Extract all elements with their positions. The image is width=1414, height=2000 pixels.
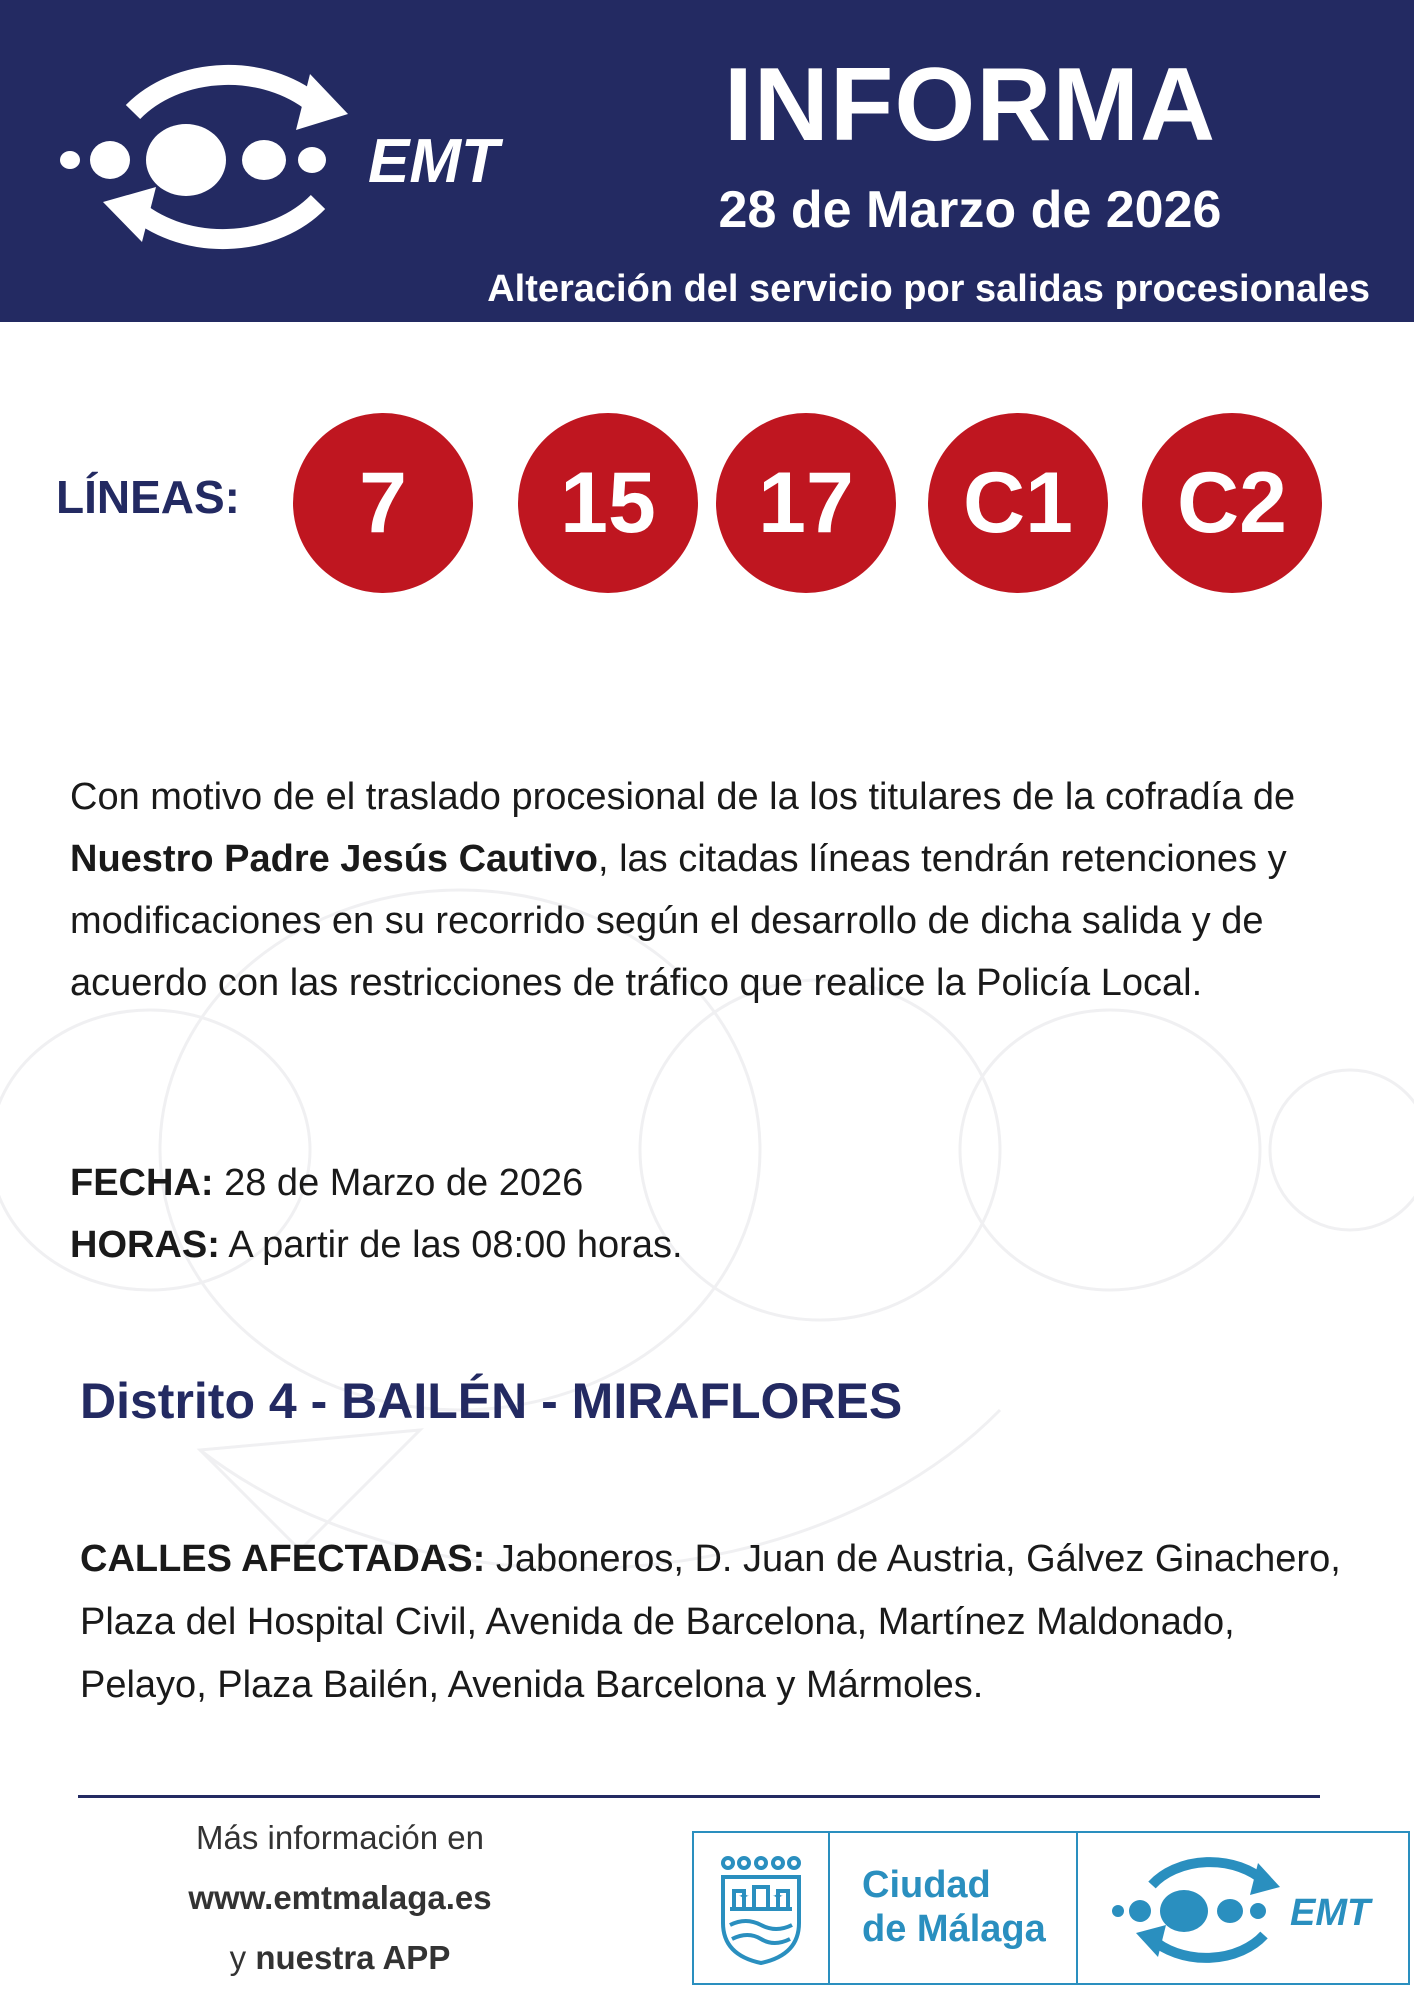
svg-text:✦: ✦: [772, 1889, 784, 1905]
lines-label: LÍNEAS:: [56, 471, 240, 523]
partner-logos-box: [692, 1831, 1410, 1985]
line-badge-17: 17: [716, 413, 896, 593]
svg-text:EMT: EMT: [1290, 1892, 1371, 1934]
hours-line: HORAS: A partir de las 08:00 horas.: [70, 1224, 683, 1266]
footer-divider: [78, 1795, 1320, 1798]
header-banner: [0, 0, 1414, 322]
svg-text:EMT: EMT: [368, 127, 499, 196]
app-text: y nuestra APP: [229, 1939, 451, 1976]
date-line: FECHA: 28 de Marzo de 2026: [70, 1162, 584, 1204]
line-badge-c2: C2: [1142, 413, 1322, 593]
affected-streets: CALLES AFECTADAS: Jaboneros, D. Juan de Austria, Gálvez Ginachero, Plaza del Hospital Civil, Avenida de Barcelona, Martínez Maldonado, Pelayo, Plaza Bailén, Avenida Barcelona y Mármoles.: [80, 1538, 1341, 1706]
emt-footer-logo-icon: [1104, 1851, 1384, 1967]
page-title: INFORMA: [723, 47, 1217, 163]
emt-logo-icon: [48, 52, 548, 262]
header-date: 28 de Marzo de 2026: [718, 181, 1222, 239]
brotherhood-name: Nuestro Padre Jesús Cautivo: [70, 838, 598, 880]
header-subtitle: Alteración del servicio por salidas procesionales: [487, 268, 1370, 310]
malaga-shield-icon: [718, 1851, 804, 1967]
district-heading: Distrito 4 - BAILÉN - MIRAFLORES: [80, 1373, 903, 1429]
line-badge-c1: C1: [928, 413, 1108, 593]
city-name: Ciudad de Málaga: [862, 1864, 1046, 1950]
more-info-text: Más información en: [196, 1819, 484, 1856]
line-badge-15: 15: [518, 413, 698, 593]
separator: [828, 1833, 830, 1983]
notice-paragraph: Con motivo de el traslado procesional de la los titulares de la cofradía de Nuestro Padre Jesús Cautivo, las citadas líneas tendrán retenciones y modificaciones en su recorrido según el desarrollo de dicha salida y de acuerdo con las restricciones de tráfico que realice la Policía Local.: [70, 776, 1296, 1004]
svg-text:✦: ✦: [738, 1889, 750, 1905]
separator: [1076, 1833, 1078, 1983]
line-badge-7: 7: [293, 413, 473, 593]
website-link[interactable]: www.emtmalaga.es: [188, 1879, 492, 1916]
